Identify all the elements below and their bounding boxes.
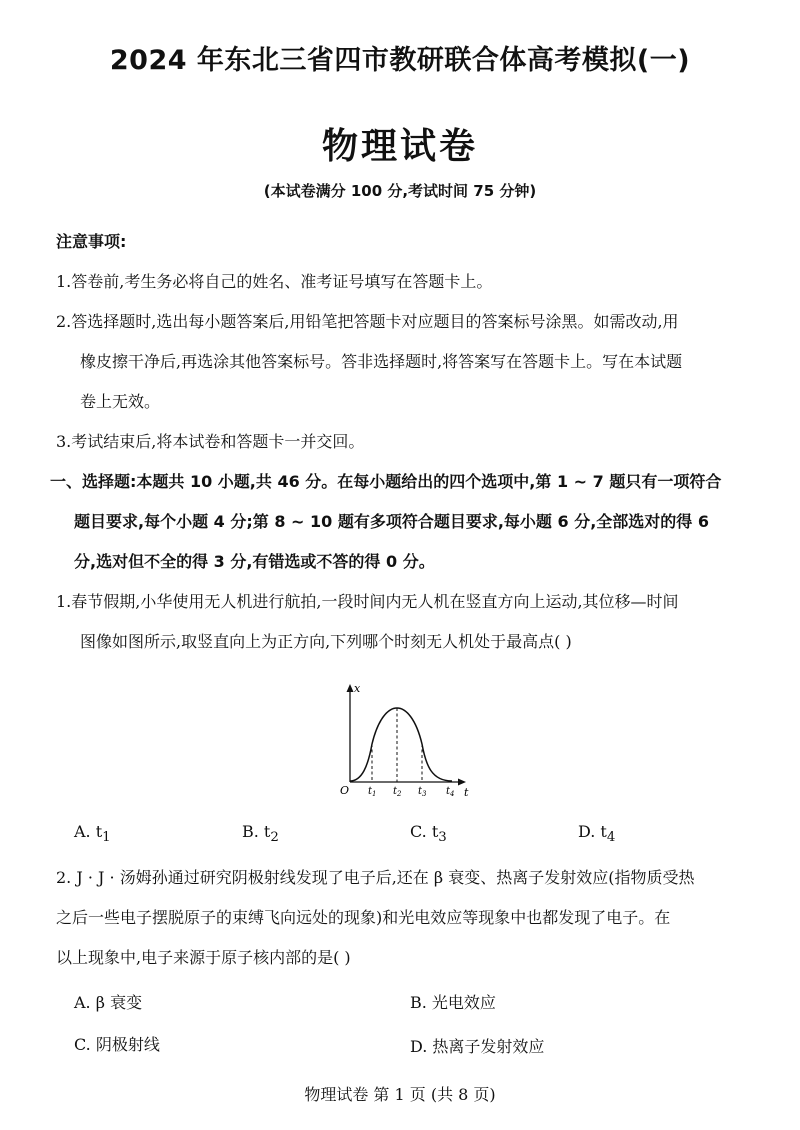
section-1-line-3: 分,选对但不全的得 3 分,有错选或不答的得 0 分。	[74, 552, 435, 571]
question-2-line-2: 之后一些电子摆脱原子的束缚飞向远处的现象)和光电效应等现象中也都发现了电子。在	[56, 908, 671, 927]
tick-label-t3	[418, 786, 427, 798]
tick-t4-sub: 4	[450, 790, 455, 798]
question-1-line-2: 图像如图所示,取竖直向上为正方向,下列哪个时刻无人机处于最高点( )	[80, 632, 572, 651]
question-2-line-3: 以上现象中,电子来源于原子核内部的是( )	[56, 948, 351, 967]
page-footer: 物理试卷 第 1 页 (共 8 页)	[304, 1085, 496, 1104]
option-a-sub: 1	[102, 830, 111, 846]
section-1-instructions	[50, 462, 760, 582]
question-1-line-1: 1.春节假期,小华使用无人机进行航拍,一段时间内无人机在竖直方向上运动,其位移—时间	[56, 592, 679, 611]
exam-title: 2024 年东北三省四市教研联合体高考模拟(一)	[109, 45, 691, 76]
section-1-line-2: 题目要求,每个小题 4 分;第 8 ~ 10 题有多项符合题目要求,每小题 6 分,全部选对的得 6	[74, 512, 709, 531]
subject-title: 物理试卷	[321, 126, 478, 167]
notice-item-3: 3.考试结束后,将本试卷和答题卡一并交回。	[56, 432, 365, 451]
question-2-option-a[interactable]: A. β 衰变	[74, 993, 143, 1012]
option-b-text: B. t	[242, 822, 271, 841]
question-1-option-d[interactable]	[578, 822, 615, 845]
question-2-option-c[interactable]: C. 阴极射线	[74, 1035, 160, 1054]
option-c-text: C. t	[410, 822, 439, 841]
tick-label-t1	[368, 786, 377, 798]
exam-info: (本试卷满分 100 分,考试时间 75 分钟)	[263, 182, 537, 200]
question-2-option-d[interactable]: D. 热离子发射效应	[410, 1037, 545, 1056]
tick-t3-sub: 3	[422, 790, 427, 798]
option-a-text: A. t	[74, 822, 103, 841]
question-1	[56, 582, 756, 662]
tick-t1-sub: 1	[372, 790, 377, 798]
notice-item-2-line-1: 2.答选择题时,选出每小题答案后,用铅笔把答题卡对应题目的答案标号涂黑。如需改动,用	[56, 312, 679, 331]
notice-item-1: 1.答卷前,考生务必将自己的姓名、准考证号填写在答题卡上。	[56, 272, 493, 291]
question-2-option-b[interactable]: B. 光电效应	[410, 993, 496, 1012]
option-d-sub: 4	[606, 830, 616, 846]
tick-label-t4	[446, 786, 455, 798]
notice-item-2-line-2: 橡皮擦干净后,再选涂其他答案标号。答非选择题时,将答案写在答题卡上。写在本试题	[80, 352, 683, 371]
tick-t2-sub: 2	[397, 790, 402, 798]
displacement-time-graph	[330, 674, 480, 799]
tick-t1-letter: t	[368, 786, 373, 797]
question-1-option-b[interactable]	[242, 822, 279, 845]
notice-item-2-line-3: 卷上无效。	[80, 392, 161, 411]
tick-label-t2	[393, 786, 402, 798]
question-1-option-a[interactable]	[74, 822, 111, 845]
question-2	[56, 858, 756, 978]
tick-t4-letter: t	[446, 786, 451, 797]
option-b-sub: 2	[270, 830, 279, 846]
t-axis-label: t	[464, 786, 469, 799]
x-axis-label: x	[354, 682, 361, 695]
option-c-sub: 3	[438, 830, 447, 846]
option-d-text: D. t	[578, 822, 607, 841]
origin-label: O	[340, 784, 350, 797]
question-1-option-c[interactable]	[410, 822, 447, 845]
section-1-line-1: 一、选择题:本题共 10 小题,共 46 分。在每小题给出的四个选项中,第 1 ~ 7 题只有一项符合	[50, 472, 722, 491]
x-axis-arrow	[347, 684, 354, 692]
notice-heading: 注意事项:	[56, 232, 127, 251]
t-axis-arrow	[458, 779, 466, 786]
displacement-curve	[350, 708, 452, 781]
tick-t2-letter: t	[393, 786, 398, 797]
notice-section	[56, 222, 756, 462]
tick-t3-letter: t	[418, 786, 423, 797]
question-2-line-1: 2. J · J · 汤姆孙通过研究阴极射线发现了电子后,还在 β 衰变、热离子发射效应(指物质受热	[56, 868, 695, 887]
